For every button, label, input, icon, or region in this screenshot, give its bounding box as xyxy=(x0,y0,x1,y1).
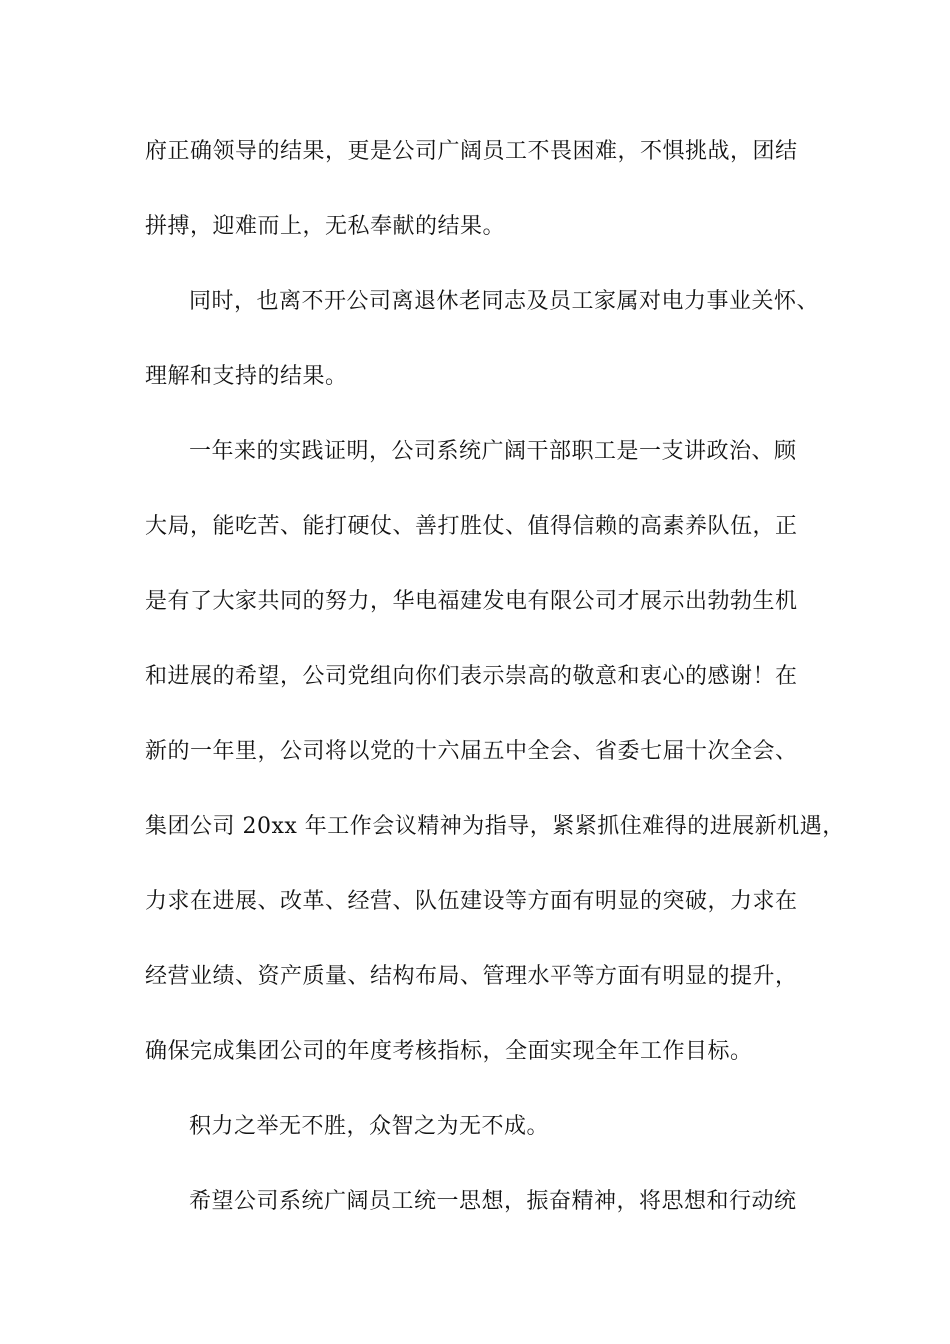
paragraph-start-line: 希望公司系统广阔员工统一思想，振奋精神，将思想和行动统 xyxy=(189,1189,797,1214)
text-line: 理解和支持的结果。 xyxy=(145,364,348,389)
text-line: 拼搏，迎难而上，无私奉献的结果。 xyxy=(145,214,506,239)
text-line: 集团公司 20xx 年工作会议精神为指导，紧紧抓住难得的进展新机遇， xyxy=(145,814,845,839)
text-line: 大局，能吃苦、能打硬仗、善打胜仗、值得信赖的高素养队伍，正 xyxy=(145,514,798,539)
paragraph-start-line: 同时，也离不开公司离退休老同志及员工家属对电力事业关怀、 xyxy=(189,289,820,314)
document-body xyxy=(145,128,845,1253)
text-line: 和进展的希望，公司党组向你们表示崇高的敬意和衷心的感谢！在 xyxy=(145,664,798,689)
paragraph-start-line: 积力之举无不胜，众智之为无不成。 xyxy=(189,1114,550,1139)
text-line: 经营业绩、资产质量、结构布局、管理水平等方面有明显的提升， xyxy=(145,964,798,989)
text-line: 新的一年里，公司将以党的十六届五中全会、省委七届十次全会、 xyxy=(145,739,798,764)
text-line: 是有了大家共同的努力，华电福建发电有限公司才展示出勃勃生机 xyxy=(145,589,798,614)
text-line: 力求在进展、改革、经营、队伍建设等方面有明显的突破，力求在 xyxy=(145,889,798,914)
text-line: 府正确领导的结果，更是公司广阔员工不畏困难，不惧挑战，团结 xyxy=(145,139,798,164)
text-line: 确保完成集团公司的年度考核指标，全面实现全年工作目标。 xyxy=(145,1039,753,1064)
paragraph-start-line: 一年来的实践证明，公司系统广阔干部职工是一支讲政治、顾 xyxy=(189,439,797,464)
